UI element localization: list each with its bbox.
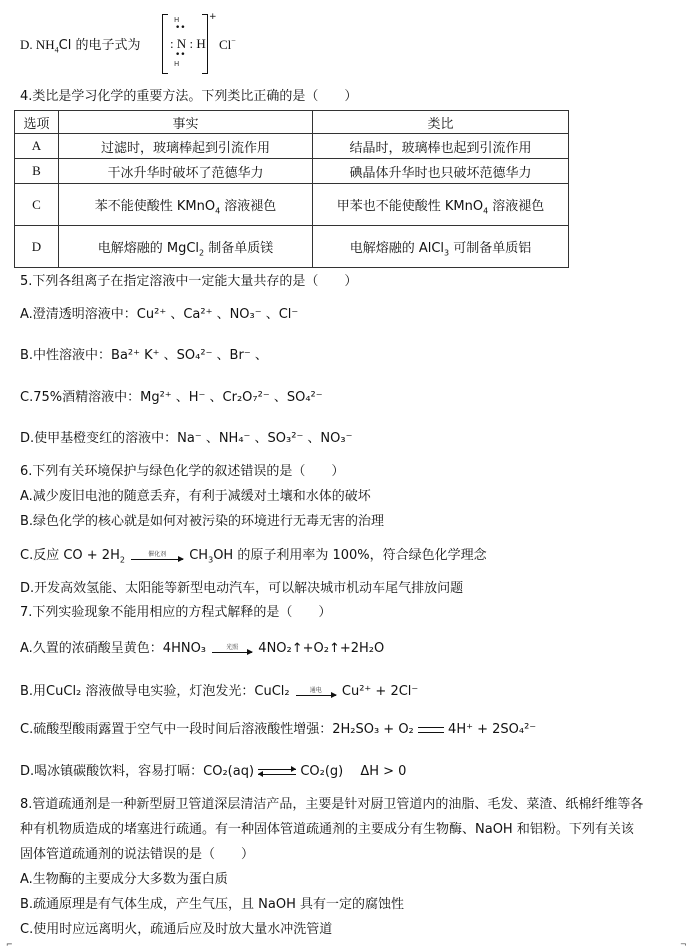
equal-sign <box>418 727 444 733</box>
q8-option-b: B.疏通原理是有气体生成，产生气压，且 NaOH 具有一定的腐蚀性 <box>20 897 405 912</box>
q5-option-b: B.中性溶液中：Ba²⁺ K⁺ 、SO₄²⁻ 、Br⁻ 、 <box>20 348 268 363</box>
q6-stem: 6.下列有关环境保护与绿色化学的叙述错误的是（ ） <box>20 464 345 479</box>
table-row <box>15 134 569 159</box>
table-row <box>15 226 569 268</box>
row-analogy: 结晶时，玻璃棒也起到引流作用 <box>313 134 569 159</box>
q8-option-a: A.生物酶的主要成分大多数为蛋白质 <box>20 872 228 887</box>
q7-option-c: C.硫酸型酸雨露置于空气中一段时间后溶液酸性增强：2H₂SO₃ + O₂ 4H⁺ + 2SO₄²⁻ <box>20 722 537 737</box>
catalyst-arrow: 催化剂 <box>131 551 183 560</box>
row-option: B <box>15 159 59 184</box>
row-analogy: 电解熔融的 AlCl$_3$ 可制备单质铝 <box>313 226 569 268</box>
header-fact: 事实 <box>59 111 313 134</box>
cation-charge: + <box>209 12 217 22</box>
row-option: D <box>15 226 59 268</box>
q8-line-2: 种有机物质造成的堵塞进行疏通。有一种固体管道疏通剂的主要成分有生物酶、NaOH 和铝粉。下列有关该 <box>20 822 634 837</box>
electrolysis-arrow: 通电 <box>296 687 336 696</box>
bottom-dots: •• <box>175 50 186 60</box>
table-row <box>15 159 569 184</box>
table-header-row <box>15 111 569 134</box>
q4-table <box>14 110 569 268</box>
row-option: C <box>15 184 59 226</box>
q5-option-a: A.澄清透明溶液中：Cu²⁺ 、Ca²⁺ 、NO₃⁻ 、Cl⁻ <box>20 307 299 322</box>
q8-line-1: 8.管道疏通剂是一种新型厨卫管道深层清洁产品，主要是针对厨卫管道内的油脂、毛发、菜渣、纸棉纤维等各 <box>20 797 644 812</box>
q4-stem: 4.类比是学习化学的重要方法。下列类比正确的是（ ） <box>20 89 358 104</box>
q7-option-d: D.喝冰镇碳酸饮料，容易打嗝：CO₂(aq) CO₂(g) ΔH > 0 <box>20 764 407 779</box>
q6-option-a: A.减少废旧电池的随意丢弃，有利于减缓对土壤和水体的破坏 <box>20 489 371 504</box>
nh4cl-prefix: D. NH <box>20 37 55 52</box>
reversible-arrow <box>258 768 296 776</box>
row-analogy: 甲苯也不能使酸性 KMnO$_4$ 溶液褪色 <box>313 184 569 226</box>
anion-cl: Cl− <box>219 36 236 52</box>
q8-line-3: 固体管道疏通剂的说法错误的是（ ） <box>20 847 255 862</box>
row-option: A <box>15 134 59 159</box>
option-d-nh4cl <box>20 37 141 54</box>
top-h: H <box>174 16 180 24</box>
corner-mark-left: ⌐ <box>6 940 13 949</box>
q6-option-c: C.反应 CO + $2H_2$ 催化剂 $CH_3OH$ 的原子利用率为 100%，符合绿色化学理念 <box>20 548 487 565</box>
top-dots: •• <box>175 23 186 33</box>
q7-option-a: A.久置的浓硝酸呈黄色：4HNO₃ 光照 4NO₂↑+O₂↑+2H₂O <box>20 641 385 656</box>
q5-option-d: D.使甲基橙变红的溶液中：Na⁻ 、NH₄⁻ 、SO₃²⁻ 、NO₃⁻ <box>20 431 353 446</box>
nh4cl-sub: 4 <box>54 45 59 55</box>
row-fact: 干冰升华时破坏了范德华力 <box>59 159 313 184</box>
lewis-center: : N : H <box>170 36 206 51</box>
q6-option-d: D.开发高效氢能、太阳能等新型电动汽车，可以解决城市机动车尾气排放问题 <box>20 581 464 596</box>
q6-option-b: B.绿色化学的核心就是如何对被污染的环境进行无毒无害的治理 <box>20 514 385 529</box>
row-fact: 电解熔融的 MgCl$_2$ 制备单质镁 <box>59 226 313 268</box>
row-analogy: 碘晶体升华时也只破坏范德华力 <box>313 159 569 184</box>
electron-formula <box>162 14 208 72</box>
header-analogy: 类比 <box>313 111 569 134</box>
q7-stem: 7.下列实验现象不能用相应的方程式解释的是（ ） <box>20 605 332 620</box>
table-row <box>15 184 569 226</box>
corner-mark-right: ¬ <box>680 940 687 949</box>
left-bracket <box>162 14 168 74</box>
light-arrow: 光照 <box>212 644 252 653</box>
bottom-h: H <box>174 60 180 68</box>
row-fact: 过滤时，玻璃棒起到引流作用 <box>59 134 313 159</box>
q8-option-c: C.使用时应远离明火，疏通后应及时放大量水冲洗管道 <box>20 922 333 937</box>
q5-option-c: C.75%酒精溶液中：Mg²⁺ 、H⁻ 、Cr₂O₇²⁻ 、SO₄²⁻ <box>20 390 323 405</box>
q7-option-b: B.用CuCl₂ 溶液做导电实验，灯泡发光：CuCl₂ 通电 Cu²⁺ + 2Cl⁻ <box>20 684 419 699</box>
header-option: 选项 <box>15 111 59 134</box>
row-fact: 苯不能使酸性 KMnO$_4$ 溶液褪色 <box>59 184 313 226</box>
q5-stem: 5.下列各组离子在指定溶液中一定能大量共存的是（ ） <box>20 274 358 289</box>
nh4cl-suffix: Cl 的电子式为 <box>58 38 141 53</box>
